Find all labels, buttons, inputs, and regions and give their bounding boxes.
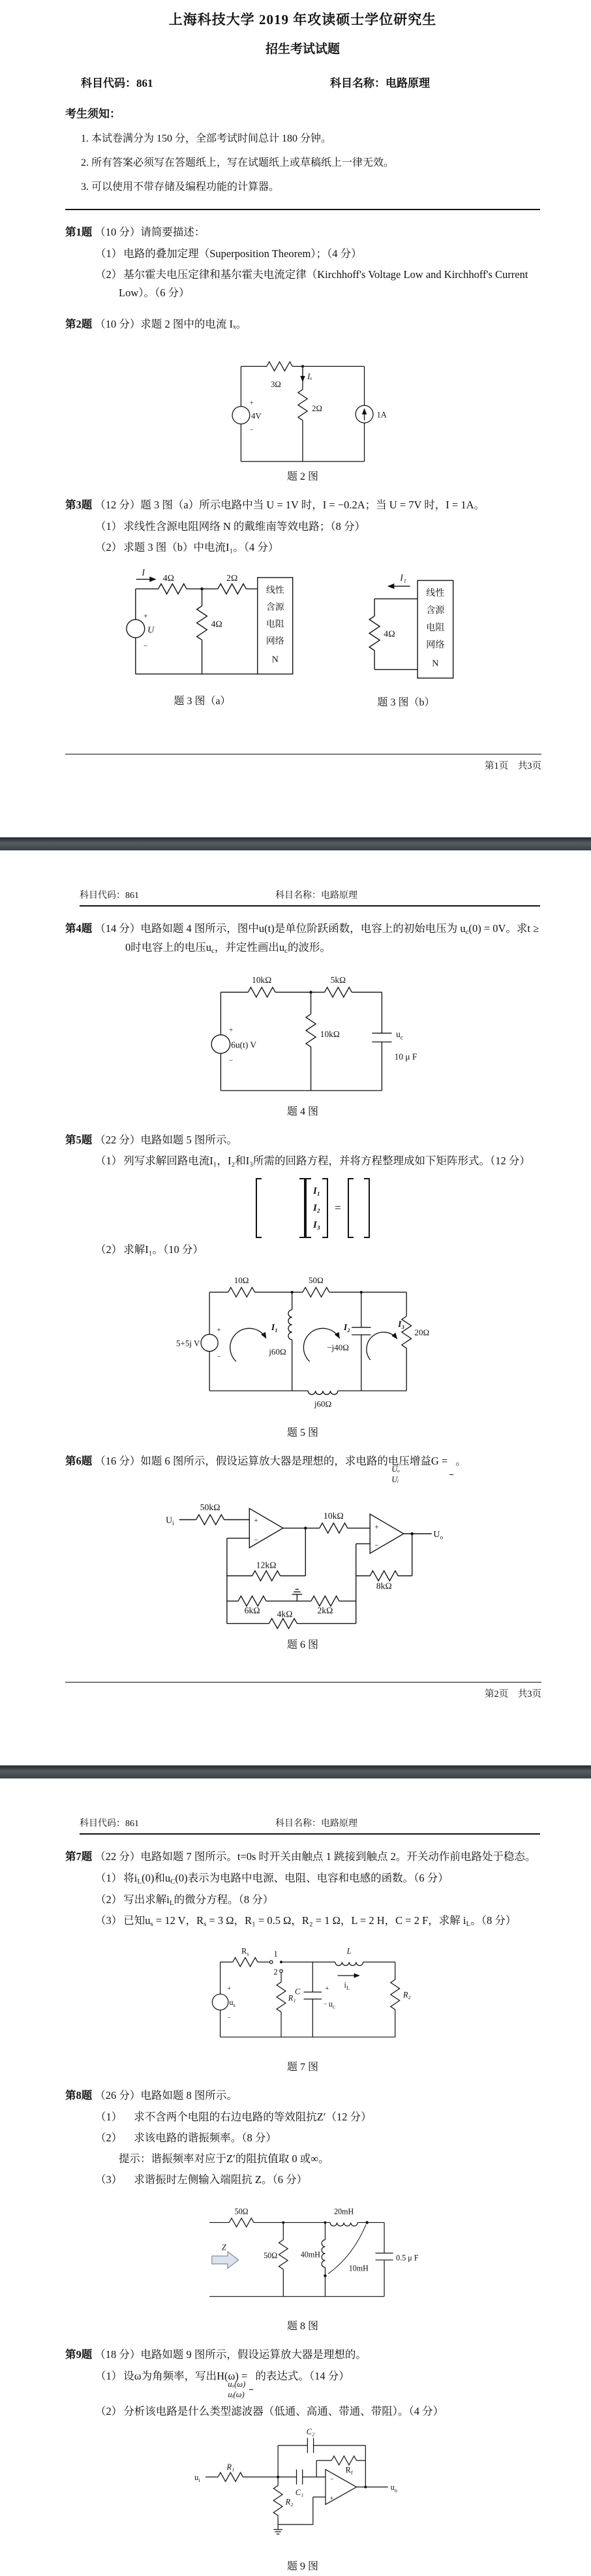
question-3-number: 第3题	[65, 498, 93, 511]
q6-fraction	[391, 1465, 453, 1485]
fig5-minus: −	[217, 1354, 221, 1361]
fig3a-box-line2: 含源	[265, 602, 284, 613]
q1-item-1-label: （1）	[95, 247, 123, 260]
q5-item-1-text: 列写求解回路电流I₁，I₂和I₃所需的回路方程，并将方程整理成如下矩阵形式。（12 分）	[123, 1155, 530, 1168]
q1-item-1	[65, 245, 540, 263]
q5-item-1	[65, 1152, 540, 1170]
fig7-label-uc: $u_c$	[328, 1999, 335, 2010]
fig6-label-ui: $U_i$	[166, 1515, 174, 1528]
fig6-node2	[410, 1532, 413, 1535]
q1-item-2-label: （2）	[95, 268, 123, 281]
page-2	[0, 850, 591, 1765]
q4-seg1: （14 分）电路如题 4 图所示，图中u(t)是单位阶跃函数，电容上的初始电压为 u	[95, 922, 466, 935]
fig6-label-r2k: 2kΩ	[317, 1606, 333, 1616]
matrix-bracket	[364, 1178, 370, 1238]
page-separator-2	[0, 1765, 591, 1778]
q7-i2-sub: L	[169, 1899, 174, 1907]
fig7-label-rs: $R_s$	[241, 1946, 249, 1957]
fig7-wires	[212, 1957, 399, 2037]
q9-item-1	[65, 2367, 540, 2400]
q3-item-1-label: （1）	[95, 520, 123, 533]
fig4-node	[309, 991, 312, 993]
figure-7-circuit	[185, 1934, 420, 2057]
fig5-label-l2: j60Ω	[314, 1399, 332, 1409]
question-3	[65, 496, 540, 515]
figure-5-circuit	[172, 1263, 433, 1423]
fig5-label-i1: I₁	[271, 1323, 279, 1333]
fig9-label-rf: $R_f$	[345, 2465, 353, 2476]
fig6-label-r8k: 8kΩ	[376, 1581, 392, 1591]
page-1	[0, 0, 591, 837]
question-2-number: 第2题	[65, 318, 93, 331]
q4-seg4: 的波形。	[288, 941, 331, 954]
q9-frac-den: uᵢ(ω)	[228, 2389, 245, 2399]
question-4-number: 第4题	[65, 922, 93, 935]
fig7-label-l: L	[346, 1946, 352, 1956]
exam-title-line1: 上海科技大学 2019 年攻读硕士学位研究生	[168, 12, 437, 27]
q8-hint: 提示：谐振频率对应于Z′的阻抗值取 0 或∞。	[119, 2152, 329, 2165]
fig5-label-l1: j60Ω	[269, 1346, 286, 1357]
question-5-number: 第5题	[65, 1133, 93, 1146]
fig2-label-isrc: 1A	[376, 410, 387, 420]
question-5	[65, 1131, 540, 1150]
fig6-label-r4k: 4kΩ	[277, 1609, 293, 1619]
q9-item-1-post: 的表达式。（14 分）	[255, 2369, 350, 2382]
q7-item-1-label: （1）	[95, 1871, 123, 1884]
question-1	[65, 223, 540, 242]
question-8-head: （26 分）电路如题 8 图所示。	[95, 2088, 237, 2102]
fig5-label-i3: I₃	[398, 1320, 405, 1330]
fig4-label-rmid: 10kΩ	[320, 1029, 340, 1039]
fig5-caption: 题 5 图	[286, 1427, 318, 1439]
fig3a-label-i: I	[142, 568, 145, 578]
q4-sub2: c	[211, 947, 215, 955]
q7-i1-seg: 将i	[123, 1871, 138, 1884]
fig6-node1	[304, 1527, 307, 1530]
fig5-label-r50: 50Ω	[309, 1275, 324, 1286]
figure-3a	[104, 563, 300, 709]
q6-frac-den: Uᵢ	[391, 1475, 399, 1485]
page-2-header	[80, 850, 540, 907]
fig6-opamp2-plus: +	[374, 1523, 379, 1532]
q5-item-2-label: （2）	[95, 1243, 123, 1256]
fig3a-box-line1: 线性	[265, 585, 284, 596]
page-3	[0, 1778, 591, 2576]
fig4-label-cap: 10 μ F	[394, 1051, 417, 1061]
question-5-head: （22 分）电路如题 5 图所示。	[95, 1133, 237, 1146]
notice-heading: 考生须知：	[65, 108, 121, 120]
fig5-label-src: 5+5j V	[175, 1338, 200, 1348]
q9-item-2	[65, 2402, 540, 2421]
figure-8-circuit	[177, 2193, 429, 2316]
page-3-header-code: 科目代码：861	[80, 1819, 139, 1829]
fig7-switch-2: 2	[273, 1967, 278, 1977]
q9-item-1-label: （1）	[95, 2369, 123, 2382]
fig8-label-l20: 20mH	[333, 2207, 354, 2216]
fig7-label-c: C	[294, 1987, 301, 1996]
fig3b-box-line3: 电阻	[426, 622, 445, 633]
q7-i3-seg: = 3 Ω，R₁ = 0.5 Ω，R₂ = 1 Ω，L = 2 H，C = 2 F，求解 i	[206, 1914, 466, 1927]
subject-code: 科目代码：861	[81, 77, 153, 89]
q7-item-3	[65, 1912, 540, 1931]
fig7-caption: 题 7 图	[286, 2061, 318, 2073]
fig4-minus: −	[228, 1056, 234, 1064]
matrix-bracket	[322, 1178, 328, 1238]
question-9-head: （18 分）电路如题 9 图所示，假设运算放大器是理想的。	[95, 2348, 367, 2361]
q1-item-1-text: 电路的叠加定理（Superposition Theorem）；（4 分）	[123, 247, 362, 260]
q8-item-2-text: 求该电路的谐振频率。（8 分）	[134, 2131, 277, 2144]
figure-3-row	[65, 559, 540, 709]
fig5-node2	[360, 1291, 363, 1294]
figure-4	[65, 962, 540, 1118]
q9-frac-num: uₒ(ω)	[249, 2380, 253, 2390]
matrix-equals: =	[335, 1202, 341, 1215]
notice-item-3: 3. 可以使用不带存储及编程功能的计算器。	[81, 181, 280, 193]
fig3a-label-u: U	[147, 625, 155, 636]
fig4-label-src: 6u(t) V	[231, 1040, 257, 1050]
figure-4-circuit	[185, 962, 420, 1102]
question-3-head: （12 分）题 3 图（a）所示电路中当 U = 1V 时，I = −0.2A；当 U = 7V 时，I = 1A。	[95, 498, 485, 511]
fig2-label-vsrc: 4V	[251, 411, 262, 421]
notice-item-2: 2. 所有答案必须写在答题纸上，写在试题纸上或草稿纸上一律无效。	[81, 157, 395, 168]
question-9-number: 第9题	[65, 2348, 93, 2361]
fig9-label-c2: C₂	[306, 2427, 314, 2437]
q8-item-1-label: （1）	[95, 2110, 123, 2123]
q1-item-2-text: 基尔霍夫电压定律和基尔霍夫电流定律（Kirchhoff's Voltage Low and Kirchhoff's Current Low）。（6 分）	[119, 268, 528, 299]
q7-i1-sub: C	[170, 1877, 175, 1885]
matrix-bracket	[299, 1178, 305, 1238]
page-1-footer: 第1页 共3页	[65, 754, 541, 772]
fig8-label-z: Z	[221, 2242, 226, 2252]
q7-i2-seg: 写出求解i	[123, 1893, 170, 1906]
question-2	[65, 315, 540, 334]
fig3a-box-line4: 网络	[265, 636, 284, 647]
q7-i3-seg: 。（8 分）	[470, 1914, 517, 1927]
notice-item-1: 1. 本试卷满分为 150 分，全部考试时间总计 180 分钟。	[81, 133, 332, 144]
fig7-label-r2: R₂	[402, 1990, 411, 2000]
figure-2-circuit	[205, 338, 401, 467]
fig2-label-r-top: 3Ω	[271, 379, 281, 389]
q9-item-1-pre: 设ω为角频率，写出H(ω) =	[123, 2369, 248, 2382]
fig5-label-i2: I₂	[343, 1323, 351, 1333]
figure-5	[65, 1263, 540, 1439]
matrix-i3: I₃	[313, 1220, 321, 1231]
page-3-header	[80, 1778, 540, 1835]
fig4-label-uc: $u_c$	[396, 1029, 403, 1040]
fig7-label-il: $i_L$	[344, 1980, 350, 1991]
fig2-label-ix: Iₓ	[307, 371, 312, 381]
fig2-label-r-mid: 2Ω	[312, 403, 322, 413]
fig8-dot-top	[365, 2221, 369, 2224]
fig4-plus: +	[228, 1025, 234, 1034]
fig3a-box-line5: N	[271, 655, 279, 665]
q7-item-1	[65, 1869, 540, 1888]
question-2-head: （10 分）求题 2 图中的电流 Iₓ。	[95, 318, 247, 331]
fig3b-box-line1: 线性	[426, 588, 445, 599]
fig8-label-m: 10mH	[348, 2263, 369, 2273]
fig6-label-r50k: 50kΩ	[200, 1502, 220, 1513]
page-separator-1	[0, 837, 591, 850]
figure-3a-circuit	[104, 563, 300, 691]
fig6-caption: 题 6 图	[286, 1639, 318, 1651]
q6-pre: （16 分）如题 6 图所示，假设运算放大器是理想的，求电路的电压增益G =	[95, 1455, 448, 1468]
fig8-label-cap: 0.5 μ F	[395, 2253, 418, 2263]
figure-9	[65, 2425, 540, 2573]
fig4-label-r2: 5kΩ	[330, 974, 346, 985]
fig6-opamp2-minus: −	[374, 1542, 379, 1550]
q6-post: 。	[455, 1455, 466, 1468]
fig4-caption: 题 4 图	[286, 1106, 318, 1117]
fig8-label-l40: 40mH	[300, 2250, 320, 2259]
question-1-number: 第1题	[65, 226, 93, 238]
fig9-wires	[205, 2438, 388, 2534]
fig3b-box-line4: 网络	[426, 640, 445, 651]
fig3a-label-rmid: 4Ω	[211, 619, 222, 630]
fig6-opamp1-minus: −	[254, 1536, 258, 1545]
fig7-label-us: $u_s$	[229, 1998, 235, 2009]
fig7-switch-node	[280, 1961, 282, 1963]
figure-6	[65, 1489, 540, 1651]
figure-2	[65, 338, 540, 483]
fig7-switch-1: 1	[273, 1949, 278, 1959]
fig7-label-r1: R₁	[288, 1993, 296, 2003]
fig6-label-r6k: 6kΩ	[244, 1606, 260, 1616]
fig2-plus: +	[249, 399, 254, 407]
fig5-plus: +	[217, 1327, 221, 1335]
question-9	[65, 2346, 540, 2365]
question-7-head: （22 分）电路如题 7 图所示。t=0s 时开关由触点 1 跳接到触点 2。开关动作前电路处于稳态。	[95, 1850, 536, 1863]
fig6-opamp1-plus: +	[254, 1517, 258, 1525]
q8-item-3	[65, 2171, 540, 2189]
q7-i3-seg: = 12 V，R	[153, 1914, 204, 1927]
question-6	[65, 1452, 540, 1485]
q7-i2-seg: 的微分方程。（8 分）	[174, 1893, 274, 1906]
question-8	[65, 2087, 540, 2105]
fig3a-minus: −	[144, 642, 148, 651]
matrix-bracket	[305, 1178, 311, 1238]
q4-sub3: c	[284, 947, 288, 955]
q9-item-2-text: 分析该电路是什么类型滤波器（低通、高通、带通、带阻）。（4 分）	[123, 2404, 444, 2417]
q3-item-1-text: 求线性含源电阻网络 N 的戴维南等效电路；（8 分）	[123, 520, 366, 533]
fig6-label-r12k: 12kΩ	[256, 1560, 277, 1570]
exam-title-line2: 招生考试试题	[265, 42, 340, 56]
q6-frac-num: Uₒ	[449, 1465, 453, 1475]
fig7-cap-plus: +	[325, 1985, 329, 1993]
fig9-opamp-minus: −	[329, 2476, 334, 2484]
fig2-caption: 题 2 图	[286, 471, 318, 482]
question-7	[65, 1848, 540, 1867]
q7-item-3-label: （3）	[95, 1914, 123, 1927]
q8-item-1-text: 求不含两个电阻的右边电路的等效阻抗Z′（12 分）	[134, 2110, 372, 2123]
fig9-label-ui: $u_i$	[194, 2472, 200, 2483]
q7-item-2-label: （2）	[95, 1893, 123, 1906]
fig3a-label-r2: 2Ω	[226, 573, 238, 583]
matrix-bracket	[348, 1178, 354, 1238]
q3-item-2	[65, 538, 540, 557]
fig9-label-uo: $u_o$	[390, 2483, 397, 2494]
head-rule	[65, 209, 540, 210]
fig3b-box-line2: 含源	[426, 605, 445, 616]
fig6-wires	[179, 1509, 432, 1629]
q9-item-2-label: （2）	[95, 2404, 123, 2417]
q8-item-2-label: （2）	[95, 2131, 123, 2144]
fig7-cap-minus: −	[324, 2000, 327, 2008]
q5-item-2	[65, 1241, 540, 1259]
question-6-number: 第6题	[65, 1455, 93, 1468]
q8-item-3-text: 求谐振时左侧输入端阻抗 Z。（6 分）	[134, 2173, 308, 2186]
q7-i1-seg: (0)和u	[142, 1871, 171, 1884]
fig9-output-node	[364, 2486, 367, 2489]
fig8-label-rmid: 50Ω	[263, 2250, 277, 2260]
q7-i3-seg: 已知u	[123, 1914, 151, 1927]
fig9-label-r2: R₂	[285, 2497, 293, 2507]
figure-8	[65, 2193, 540, 2333]
fig3b-label-r: 4Ω	[384, 628, 395, 640]
q8-item-2	[65, 2129, 540, 2147]
fig8-node2	[324, 2221, 326, 2224]
fig8-caption: 题 8 图	[286, 2321, 318, 2332]
fig9-opamp-plus: +	[329, 2495, 334, 2503]
figure-7	[65, 1934, 540, 2073]
q8-item-3-label: （3）	[95, 2173, 123, 2186]
q1-item-2	[65, 266, 540, 302]
page-2-footer: 第2页 共3页	[65, 1682, 541, 1700]
fig8-node1	[282, 2221, 284, 2224]
fig8-dot-bottom	[324, 2274, 327, 2278]
page-2-header-code: 科目代码：861	[80, 891, 139, 901]
fig6-label-uo: $U_o$	[433, 1529, 443, 1542]
fig3b-label-i1: I₁	[400, 572, 406, 583]
fig5-label-r20: 20Ω	[414, 1327, 430, 1338]
question-4	[65, 920, 540, 958]
matrix-current-vector	[311, 1183, 322, 1234]
q5-item-1-label: （1）	[95, 1155, 123, 1168]
fig3a-caption: 题 3 图（a）	[174, 695, 231, 707]
fig4-label-r1: 10kΩ	[252, 974, 272, 985]
fig9-label-r1: R₁	[226, 2462, 234, 2472]
q4-seg3: ，并定性画出u	[214, 941, 285, 954]
figure-9-circuit	[190, 2425, 416, 2556]
fig5-label-r10: 10Ω	[234, 1275, 249, 1286]
matrix-i1: I₁	[313, 1186, 321, 1197]
fig5-label-c1: −j40Ω	[327, 1342, 350, 1353]
figure-3b	[346, 563, 466, 709]
matrix-i2: I₂	[313, 1203, 321, 1214]
q9-fraction	[228, 2379, 253, 2400]
fig6-label-r10k: 10kΩ	[323, 1511, 344, 1521]
fig3a-box-line3: 电阻	[265, 619, 284, 630]
fig4-wires	[211, 987, 391, 1090]
fig2-minus: −	[249, 427, 254, 435]
page-2-header-name: 科目名称：电路原理	[275, 891, 357, 901]
fig9-caption: 题 9 图	[286, 2560, 318, 2572]
fig2-node	[301, 365, 304, 367]
page-3-header-name: 科目名称：电路原理	[275, 1819, 357, 1829]
fig3a-node	[200, 587, 204, 591]
q4-sub1: c	[465, 928, 469, 936]
q3-item-2-text: 求题 3 图（b）中电流I₁。（4 分）	[123, 540, 279, 553]
q4-seg2: (0) = 0V。求t ≥ 0时电容上的电压u	[125, 922, 539, 954]
fig5-wires	[201, 1288, 411, 1395]
q7-i1-sub: L	[137, 1877, 142, 1885]
fig3a-plus: +	[144, 612, 148, 621]
q5-matrix	[256, 1178, 540, 1238]
fig5-node1	[291, 1291, 294, 1294]
fig3b-box-line5: N	[432, 658, 439, 669]
question-8-number: 第8题	[65, 2088, 93, 2102]
fig9-label-c1: C₁	[295, 2487, 303, 2497]
q7-i1-seg: (0)表示为电路中电源、电阻、电容和电感的函数。（6 分）	[175, 1871, 449, 1884]
q3-item-1	[65, 518, 540, 536]
q7-i3-sub: L	[466, 1920, 471, 1929]
subject-row	[81, 74, 540, 90]
fig3a-label-r1: 4Ω	[162, 573, 174, 583]
q8-item-1	[65, 2108, 540, 2126]
q5-item-2-text: 求解I₁。（10 分）	[123, 1243, 204, 1256]
subject-name: 科目名称：电路原理	[330, 77, 430, 89]
fig9-input-node	[277, 2475, 279, 2478]
q7-item-2	[65, 1891, 540, 1910]
q7-i3-sub: s	[150, 1920, 153, 1929]
figure-6-circuit	[162, 1489, 443, 1635]
figure-3b-circuit	[346, 563, 466, 692]
q3-item-2-label: （2）	[95, 540, 123, 553]
q7-i3-sub: s	[204, 1920, 207, 1929]
fig7-src-minus: −	[227, 2014, 231, 2022]
fig3b-caption: 题 3 图（b）	[377, 696, 435, 708]
fig7-src-plus: +	[227, 1985, 231, 1993]
matrix-bracket	[256, 1178, 262, 1238]
fig8-label-rtop: 50Ω	[234, 2207, 249, 2216]
question-7-number: 第7题	[65, 1850, 93, 1863]
question-1-head: （10 分）请简要描述：	[95, 226, 205, 238]
